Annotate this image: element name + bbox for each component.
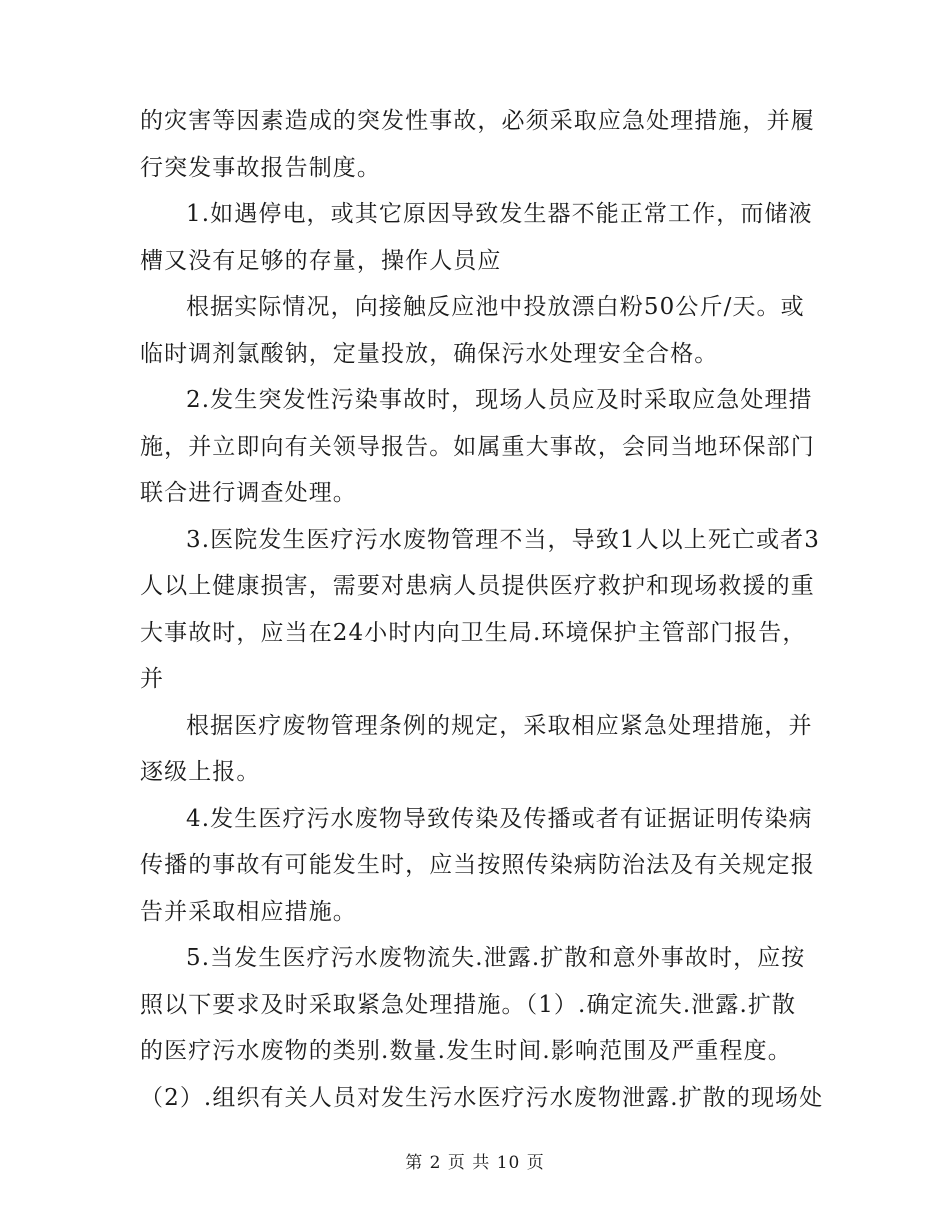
text-line: 3.医院发生医疗污水废物管理不当，导致1人以上死亡或者3 — [186, 526, 821, 553]
text-line: 2.发生突发性污染事故时，现场人员应及时采取应急处理措 — [186, 387, 813, 413]
text-line: 5.当发生医疗污水废物流失.泄露.扩散和意外事故时，应按 — [186, 945, 806, 971]
text-line: 告并采取相应措施。 — [140, 898, 357, 925]
text-line: 传播的事故有可能发生时，应当按照传染病防治法及有关规定报 — [140, 852, 815, 878]
text-line: 4.发生医疗污水废物导致传染及传播或者有证据证明传染病 — [186, 805, 813, 832]
text-line: 根据实际情况，向接触反应池中投放漂白粉50公斤/天。或 — [186, 294, 805, 320]
text-line: 行突发事故报告制度。 — [140, 154, 381, 181]
paragraph — [140, 935, 824, 1121]
text-line: 临时调剂氯酸钠，定量投放，确保污水处理安全合格。 — [140, 340, 719, 367]
text-line: 1.如遇停电，或其它原因导致发生器不能正常工作，而储液 — [186, 201, 813, 227]
text-line: 大事故时，应当在24小时内向卫生局.环境保护主管部门报告， — [140, 619, 807, 646]
text-line: 根据医疗废物管理条例的规定，采取相应紧急处理措施，并 — [186, 712, 813, 739]
text-line: 逐级上报。 — [140, 759, 261, 785]
paragraph — [140, 191, 820, 284]
page-footer: 第 2 页 共 10 页 — [405, 1153, 545, 1173]
text-line: 人以上健康损害，需要对患病人员提供医疗救护和现场救援的重 — [140, 573, 815, 599]
text-line: 的灾害等因素造成的突发性事故，必须采取应急处理措施，并履 — [140, 108, 815, 134]
document-body — [140, 98, 824, 1121]
text-line: （2）.组织有关人员对发生污水医疗污水废物泄露.扩散的现场处 — [140, 1084, 824, 1111]
text-line: 槽又没有足够的存量，操作人员应 — [140, 247, 502, 274]
paragraph — [140, 796, 820, 936]
text-line: 的医疗污水废物的类别.数量.发生时间.影响范围及严重程度。 — [140, 1038, 792, 1064]
text-line: 施，并立即向有关领导报告。如属重大事故，会同当地环保部门 — [140, 433, 815, 460]
text-line: 并 — [140, 666, 165, 692]
paragraph — [140, 377, 820, 517]
paragraph — [140, 703, 820, 796]
paragraph — [140, 517, 820, 703]
text-line: 照以下要求及时采取紧急处理措施。（1）.确定流失.泄露.扩散 — [140, 991, 797, 1018]
paragraph — [140, 284, 820, 377]
paragraph — [140, 98, 820, 191]
text-line: 联合进行调查处理。 — [140, 480, 357, 506]
